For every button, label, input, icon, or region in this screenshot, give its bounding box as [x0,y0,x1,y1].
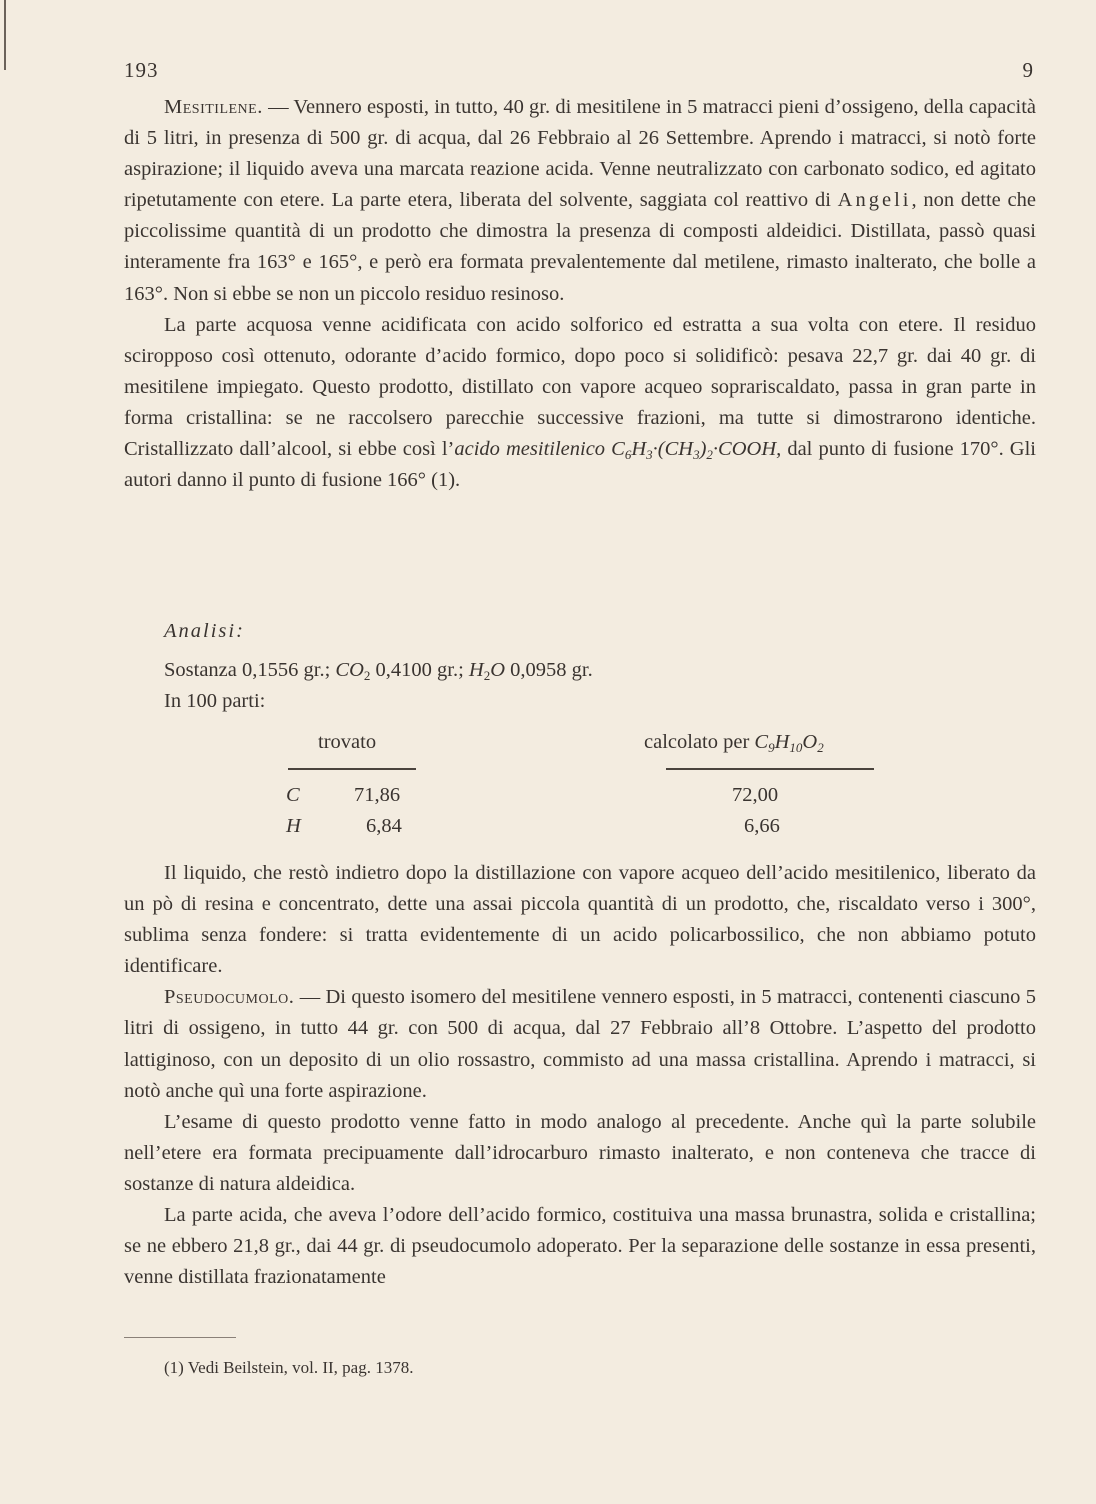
found-header: trovato [318,731,377,753]
calc-underline [666,768,874,770]
author-name: Angeli [837,189,912,212]
table-row-found: 71,86 [354,784,401,806]
body-text-lower [124,858,1036,1293]
section-lead-pseudocumolo: Pseudocumolo. [164,986,295,1009]
body-text-upper [124,92,1036,496]
analysis-heading: Analisi: [164,620,245,642]
paragraph-acid-mass: La parte acida, che aveva l’odore dell’acido formico, costituiva una massa brunastra, solida e cristallina; se ne ebbero 21,8 gr., dai 44 gr. di pseudocumolo adoperato. Per la separazione delle sostanze in essa presenti, venne distillata frazionatamente [124,1204,1036,1289]
paragraph-mesitilene: Mesitilene. — Vennero esposti, in tutto, 40 gr. di mesitilene in 5 matracci pieni d’ossigeno, della capacità di 5 litri, in presenza di 500 gr. di acqua, dal 26 Febbraio al 26 Settembre. Aprendo i matracci, si notò forte aspirazione; il liquido aveva una marcata reazione acida. Venne neutralizzato con carbonato sodico, ed agitato ripetutamente con etere. La parte etera, liberata del solvente, saggiata col reattivo di Angeli, non dette che piccolissime quantità di un prodotto che dimostra la presenza di composti aldeidici. Distillata, passò quasi interamente fra 163° e 165°, e però era formata prevalentemente dal metilene, rimasto inalterato, che bolle a 163°. Non si ebbe se non un piccolo residuo resinoso. [124,96,1036,305]
found-underline [288,768,416,770]
table-row-found: 6,84 [366,815,402,837]
page-edge-mark [4,0,6,70]
paragraph-acid-part: La parte acquosa venne acidificata con acido solforico ed estratta a sua volta con etere. Il residuo sciropposo così ottenuto, odorante d’acido formico, dopo poco si solidificò: pesava 22,7 gr. dai 40 gr. di mesitilene impiegato. Questo prodotto, distillato con vapore acqueo soprariscaldato, passa in gran parte in forma cristallina: se ne raccolsero parecchie successive frazioni, ma tutte si dimostrarono identiche. Cristallizzato dall’alcool, si ebbe così l’acido mesitilenico $C_6H_3\cdot(CH_3)_2\cdot COOH$, dal punto di fusione 170°. Gli autori danno il punto di fusione 166° (1). [124,313,1037,492]
section-lead-mesitilene: Mesitilene. [164,96,263,118]
chemical-formula: $C_6H_3\cdot(CH_3)_2\cdot COOH$, [611,438,782,463]
table-row-element: C [286,784,300,806]
table-row-element: H [286,815,301,837]
paragraph-exam: L’esame di questo prodotto venne fatto in modo analogo al precedente. Anche quì la parte solubile nell’etere era formata precipuamente dall’idrocarburo rimasto inalterato, e non conteneva che tracce di sostanze di natura aldeidica. [124,1110,1036,1195]
footnote-divider [124,1337,236,1338]
footnote: (1) Vedi Beilstein, vol. II, pag. 1378. [164,1358,414,1377]
sample-data-line: Sostanza 0,1556 gr.; $CO_2$ 0,4100 gr.; $H_2O$ 0,0958 gr. [164,659,593,683]
paragraph-pseudocumolo: Pseudocumolo. — Di questo isomero del mesitilene vennero esposti, in 5 matracci, contenenti ciascuno 5 litri di ossigeno, in tutto 44 gr. con 500 di acqua, dal 27 Febbraio all’8 Ottobre. L’aspetto del prodotto lattiginoso, con un deposito di un olio rossastro, commisto ad una massa cristallina. Aprendo i matracci, si notò anche quì una forte aspirazione. [124,986,1036,1102]
page-number-left: 193 [124,58,159,82]
paragraph-residual-liquid: Il liquido, che restò indietro dopo la distillazione con vapore acqueo dell’acido mesitilenico, liberato da un pò di resina e concentrato, dette una assai piccola quantità di un prodotto, che, riscaldato verso i 300°, sublima senza fondere: si tratta evidentemente di un acido policarbossilico, che non abbiamo potuto identificare. [124,862,1036,978]
table-row-calc: 72,00 [732,784,779,806]
per-100-parts: In 100 parti: [164,690,266,712]
table-row-calc: 6,66 [744,815,780,837]
calc-header: calcolato per $C_9H_{10}O_2$ [644,731,824,755]
compound-name: acido mesitilenico [454,438,606,461]
page-number-right: 9 [1022,58,1034,82]
